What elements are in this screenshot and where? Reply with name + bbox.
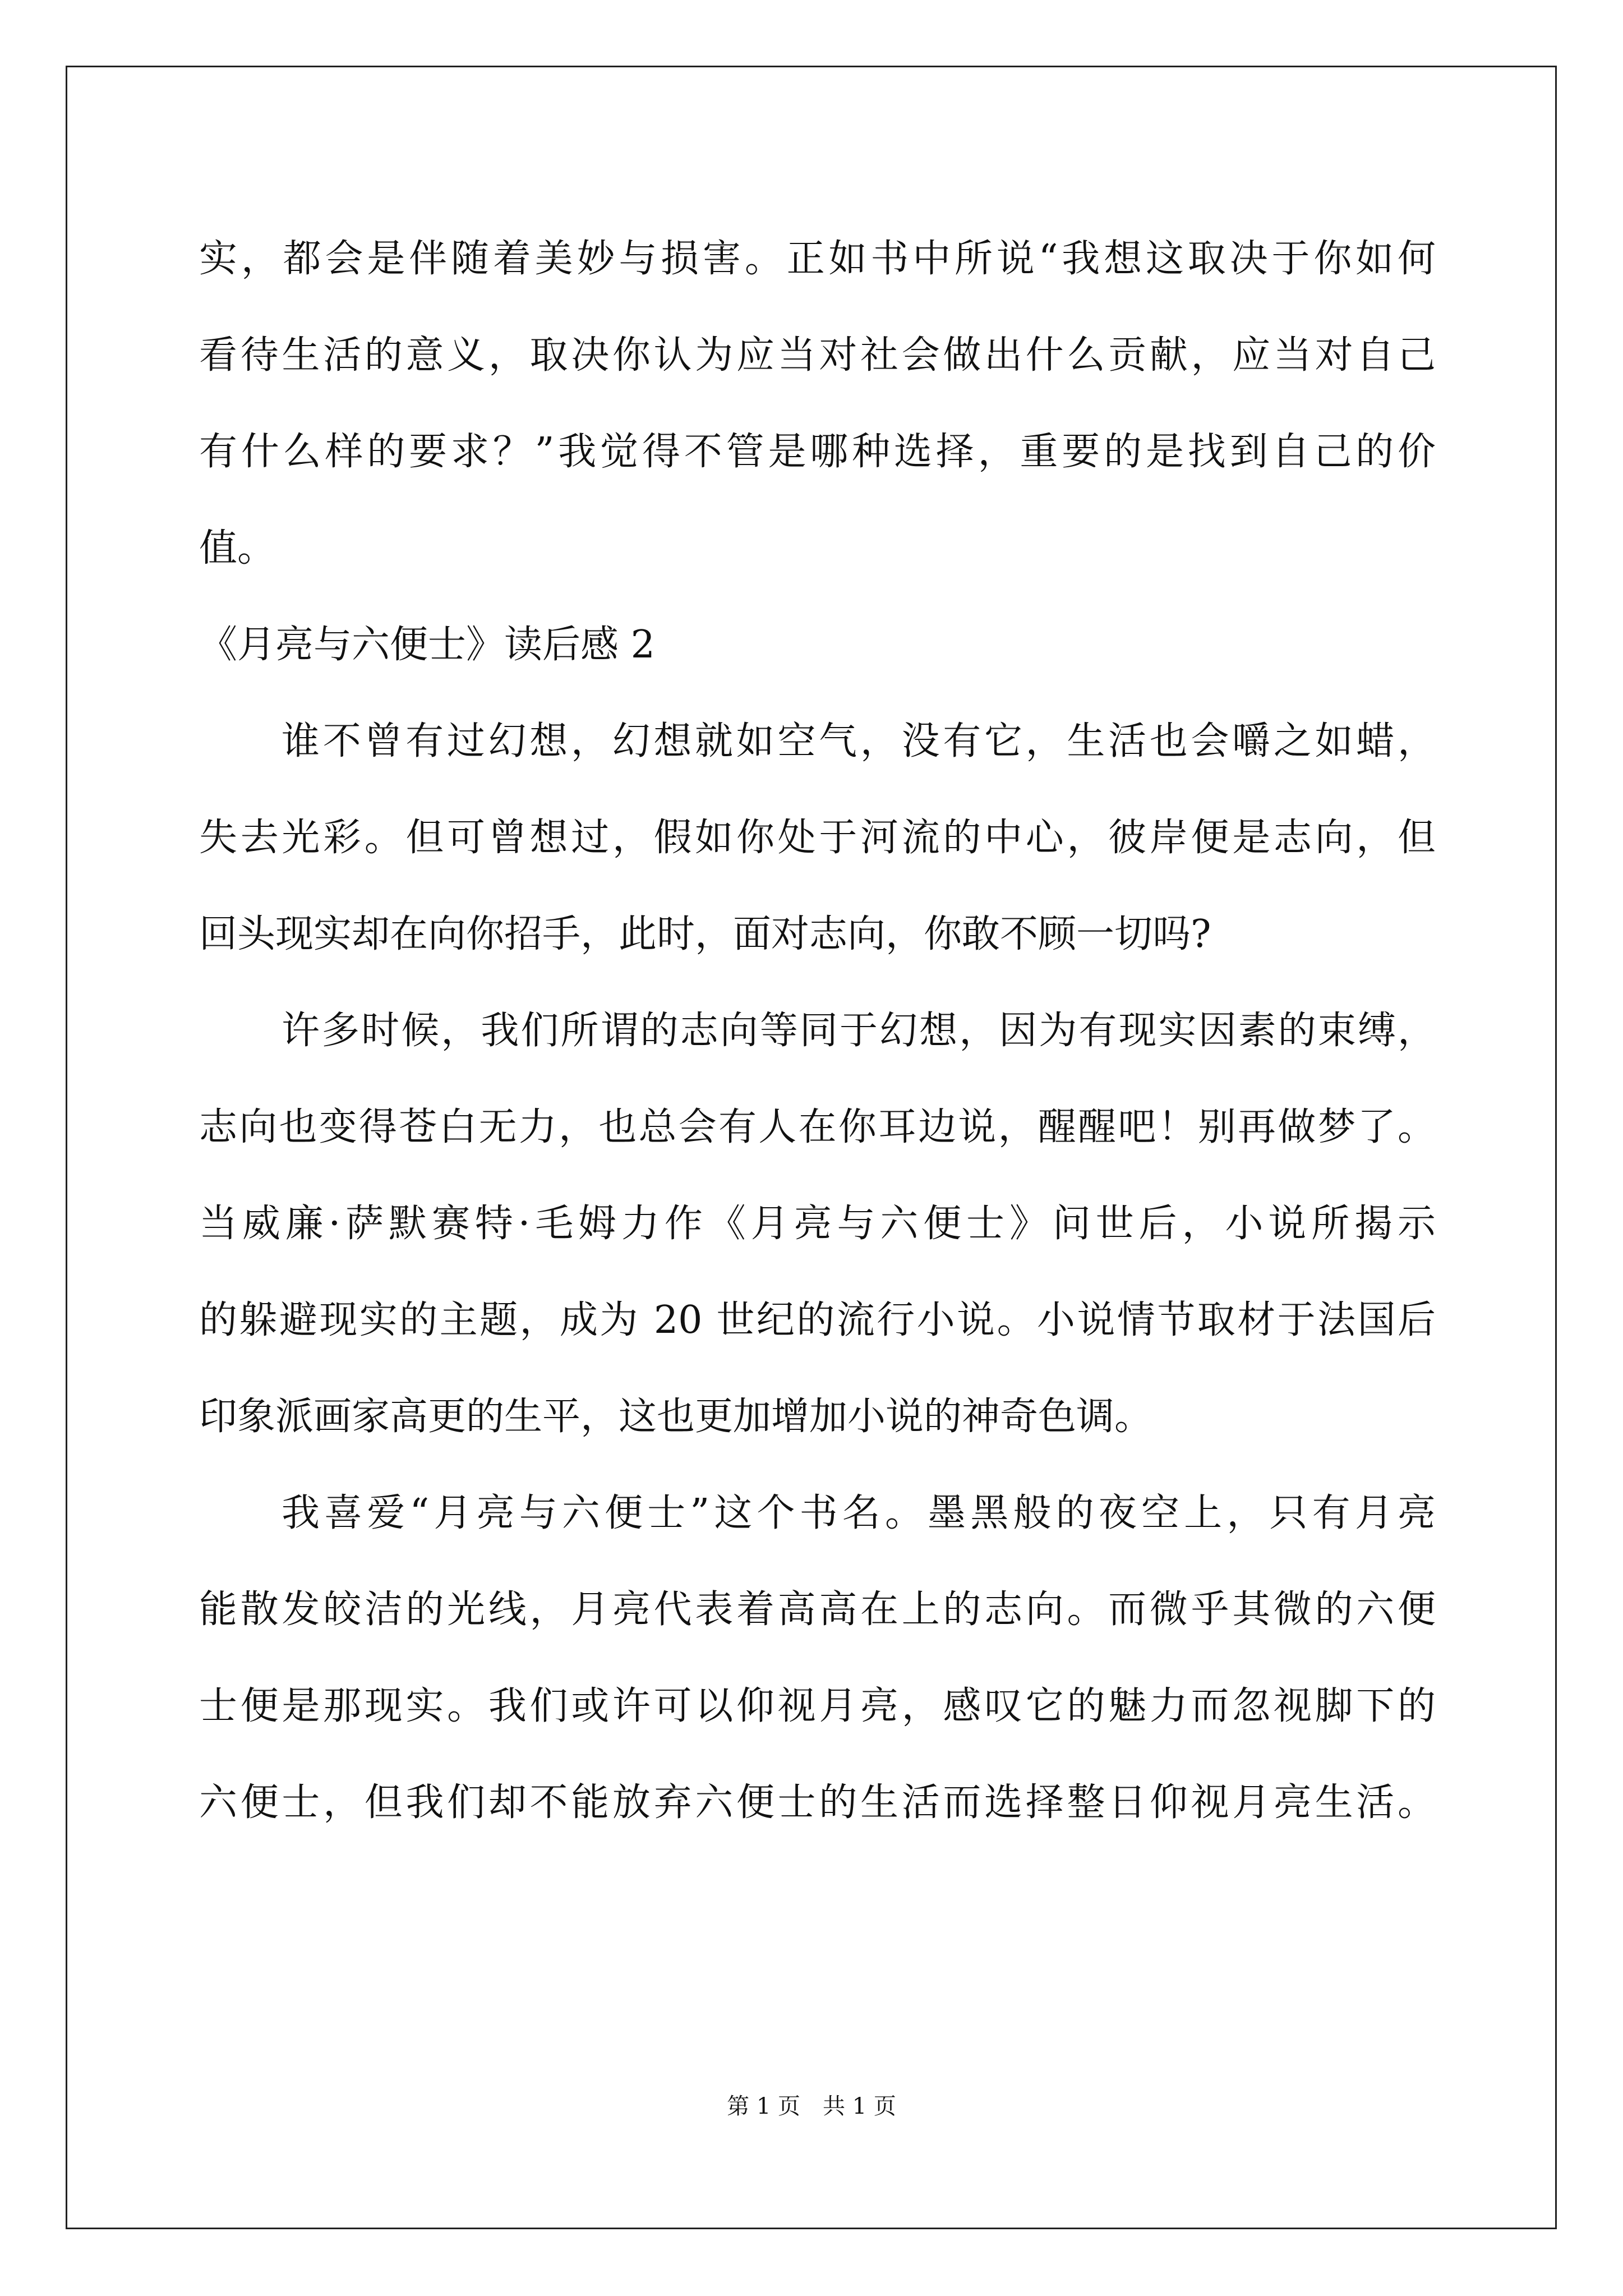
text-line: 值。: [199, 526, 276, 570]
page-number-footer: 第 1 页 共 1 页: [727, 2093, 896, 2119]
text-line: 当威廉·萨默赛特·毛姆力作《月亮与六便士》问世后，小说所揭示: [199, 1202, 1436, 1246]
text-line: 谁不曾有过幻想，幻想就如空气，没有它，生活也会嚼之如蜡，: [282, 719, 1436, 763]
text-line: 失去光彩。但可曾想过，假如你处于河流的中心，彼岸便是志向，但: [199, 816, 1436, 860]
text-line: 志向也变得苍白无力，也总会有人在你耳边说，醒醒吧！别再做梦了。: [199, 1105, 1436, 1149]
text-line: 印象派画家高更的生平，这也更加增加小说的神奇色调。: [199, 1395, 1153, 1439]
text-line: 六便士，但我们却不能放弃六便士的生活而选择整日仰视月亮生活。: [199, 1780, 1436, 1825]
text-line: 的躲避现实的主题，成为 20 世纪的流行小说。小说情节取材于法国后: [199, 1298, 1436, 1342]
text-line: 有什么样的要求？”我觉得不管是哪种选择，重要的是找到自己的价: [199, 430, 1436, 474]
text-line: 看待生活的意义，取决你认为应当对社会做出什么贡献，应当对自己: [199, 333, 1436, 378]
text-line: 能散发皎洁的光线，月亮代表着高高在上的志向。而微乎其微的六便: [199, 1588, 1436, 1632]
text-line: 实，都会是伴随着美妙与损害。正如书中所说“我想这取决于你如何: [199, 237, 1436, 281]
text-line: 士便是那现实。我们或许可以仰视月亮，感叹它的魅力而忽视脚下的: [199, 1684, 1436, 1728]
text-line: 回头现实却在向你招手，此时，面对志向，你敢不顾一切吗?: [199, 912, 1211, 956]
section-heading: 《月亮与六便士》读后感 2: [199, 623, 655, 667]
document-body: [199, 211, 1436, 1851]
text-line: 许多时候，我们所谓的志向等同于幻想，因为有现实因素的束缚，: [282, 1009, 1436, 1053]
text-line: 我喜爱“月亮与六便士”这个书名。墨黑般的夜空上，只有月亮: [282, 1491, 1436, 1535]
